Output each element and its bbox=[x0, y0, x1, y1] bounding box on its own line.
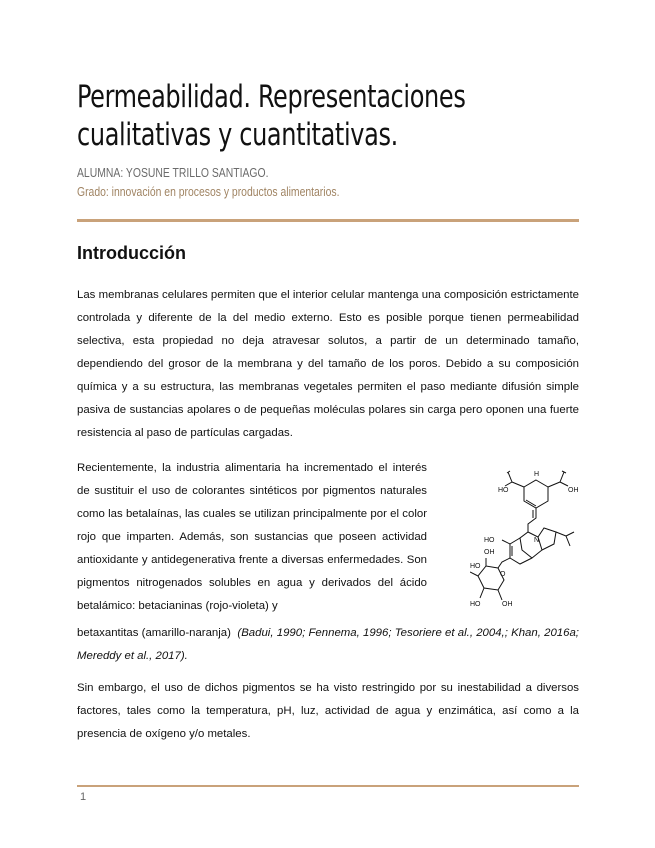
figure-label-oh-sugar: OH bbox=[502, 601, 513, 608]
paragraph-3: Sin embargo, el uso de dichos pigmentos se ha visto restringido por su inestabilidad a diversos factores, tales como la temperatura, pH, luz, actividad de agua y enzimática, así como a la presencia de oxígeno y/o metales. bbox=[77, 682, 579, 740]
citation: (Badui, 1990; Fennema, 1996; Tesoriere et al., 2004,; Khan, 2016a; Mereddy et al., 2017). bbox=[77, 627, 579, 662]
figure-label-ho-sugar-2: HO bbox=[470, 601, 481, 608]
footer-divider bbox=[77, 785, 579, 787]
figure-label-oh-right: OH bbox=[568, 487, 579, 494]
page-title: Permeabilidad. Representaciones cualitativas y cuantitativas. bbox=[77, 79, 466, 153]
figure-label-ho-left: HO bbox=[498, 487, 509, 494]
figure-label-oh-sugar-2: OH bbox=[484, 549, 495, 556]
figure-label-n: N bbox=[534, 537, 540, 544]
betalain-structure-figure bbox=[470, 462, 590, 612]
figure-label-o: O bbox=[500, 571, 506, 578]
figure-label-h: H bbox=[534, 471, 540, 478]
section-heading: Introducción bbox=[77, 243, 186, 263]
header-divider bbox=[77, 219, 579, 222]
grade-line: Grado: innovación en procesos y productos alimentarios. bbox=[77, 184, 340, 199]
paragraph-2-continued bbox=[77, 622, 579, 668]
paragraph-1: Las membranas celulares permiten que el interior celular mantenga una composición estrictamente controlada y diferente de la del medio externo. Esto es posible porque tienen permeabilidad selectiva, esta propiedad no deja atravesar solutos, a partir de un determinado tamaño, dependiendo del grosor de la membrana y del tamaño de los poros. Debido a su composición química y a su estructura, las membranas vegetales permiten el paso mediante difusión simple pasiva de sustancias apolares o de pequeñas moléculas polares sin carga pero oponen una fuerte resistencia al paso de partículas cargadas. bbox=[77, 289, 579, 439]
author-line: ALUMNA: YOSUNE TRILLO SANTIAGO. bbox=[77, 165, 269, 180]
figure-label-ho-sugar: HO bbox=[470, 563, 481, 570]
figure-label-ho-mid: HO bbox=[484, 537, 495, 544]
paragraph-2-tail: betaxantitas (amarillo-naranja) bbox=[77, 627, 231, 639]
paragraph-2: Recientemente, la industria alimentaria ha incrementado el interés de sustituir el uso de colorantes sintéticos por pigmentos naturales como las betalaínas, las cuales se utilizan principalmente por el color rojo que imparten. Además, son sustancias que poseen actividad antioxidante y antidegenerativa frente a diversas enfermedades. Son pigmentos nitrogenados solubles en agua y derivados del ácido betalámico: betacianinas (rojo-violeta) y bbox=[77, 462, 427, 612]
page-number: 1 bbox=[80, 791, 87, 803]
